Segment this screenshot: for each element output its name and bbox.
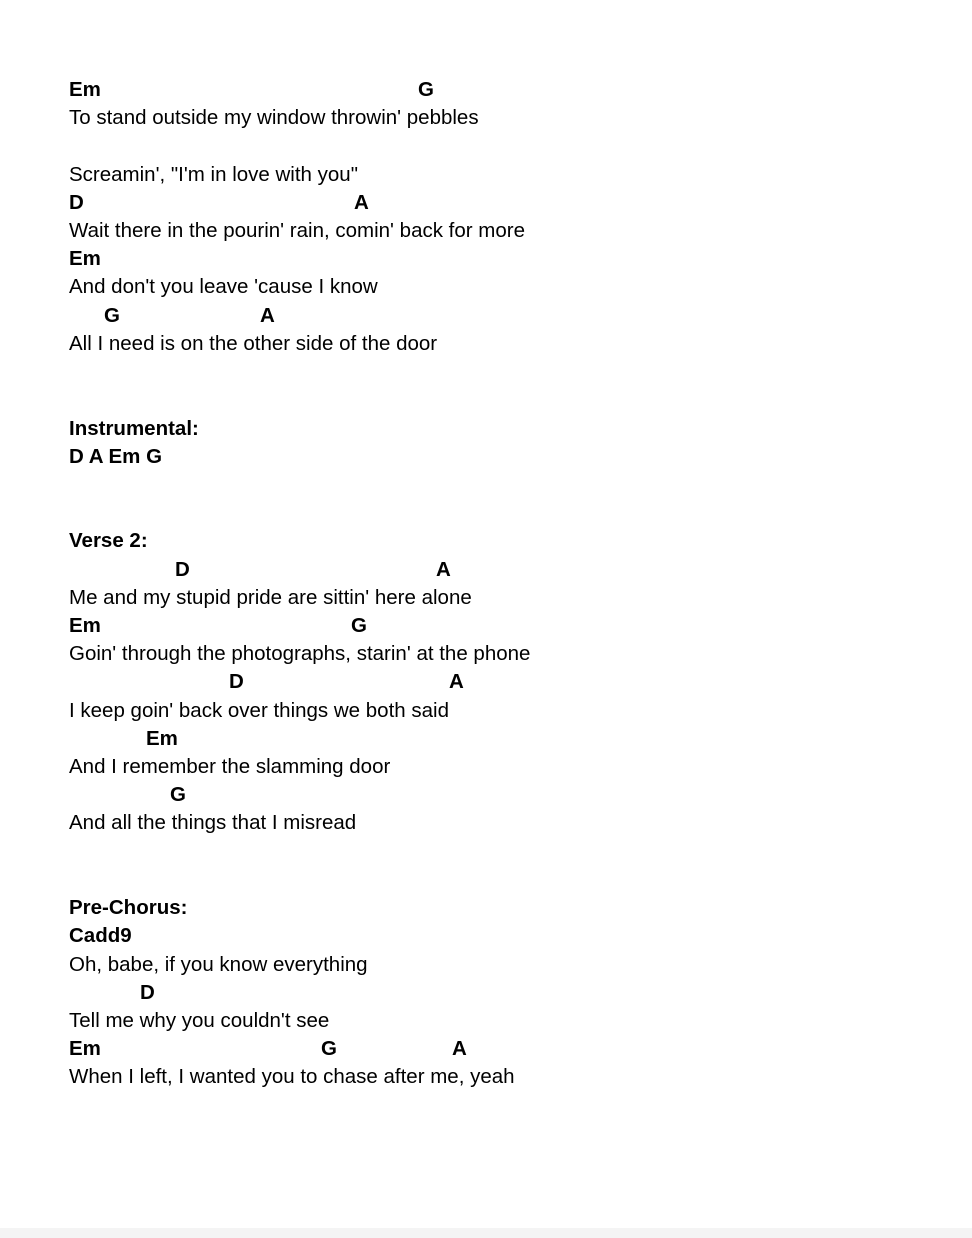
chord-d: D (69, 191, 84, 214)
chord-em: Em (69, 1037, 101, 1060)
lyric-line: Screamin', "I'm in love with you" (69, 163, 358, 186)
lyric-line: When I left, I wanted you to chase after me, yeah (69, 1065, 515, 1088)
chord-a: A (452, 1037, 467, 1060)
chord-g: G (351, 614, 367, 637)
lyric-line: Me and my stupid pride are sittin' here alone (69, 586, 472, 609)
section-heading-pre-chorus: Pre-Chorus: (69, 896, 188, 919)
lyric-line: All I need is on the other side of the door (69, 332, 438, 355)
lyric-line: And I remember the slamming door (69, 755, 391, 778)
instrumental-chords: D A Em G (69, 445, 163, 468)
lyric-line: Wait there in the pourin' rain, comin' back for more (69, 219, 525, 242)
lyric-line: Oh, babe, if you know everything (69, 953, 368, 976)
chord-em: Em (69, 78, 101, 101)
chord-cadd9: Cadd9 (69, 924, 132, 947)
lyric-line: To stand outside my window throwin' pebbles (69, 106, 479, 129)
lyric-line: Goin' through the photographs, starin' at the phone (69, 642, 531, 665)
lyric-line: Tell me why you couldn't see (69, 1009, 330, 1032)
chord-a: A (354, 191, 369, 214)
chord-g: G (418, 78, 434, 101)
chord-g: G (170, 783, 186, 806)
chord-em: Em (69, 614, 101, 637)
chord-g: G (321, 1037, 337, 1060)
chord-em: Em (69, 247, 101, 270)
chord-em: Em (146, 727, 178, 750)
page-bottom-edge (0, 1228, 972, 1238)
chord-a: A (260, 304, 275, 327)
chord-d: D (229, 670, 244, 693)
lyric-line: And don't you leave 'cause I know (69, 275, 378, 298)
section-heading-verse-2: Verse 2: (69, 529, 148, 552)
chord-a: A (449, 670, 464, 693)
chord-d: D (175, 558, 190, 581)
chord-d: D (140, 981, 155, 1004)
section-heading-instrumental: Instrumental: (69, 417, 199, 440)
chord-g: G (104, 304, 120, 327)
chord-a: A (436, 558, 451, 581)
lyric-line: I keep goin' back over things we both said (69, 699, 449, 722)
lyric-line: And all the things that I misread (69, 811, 357, 834)
